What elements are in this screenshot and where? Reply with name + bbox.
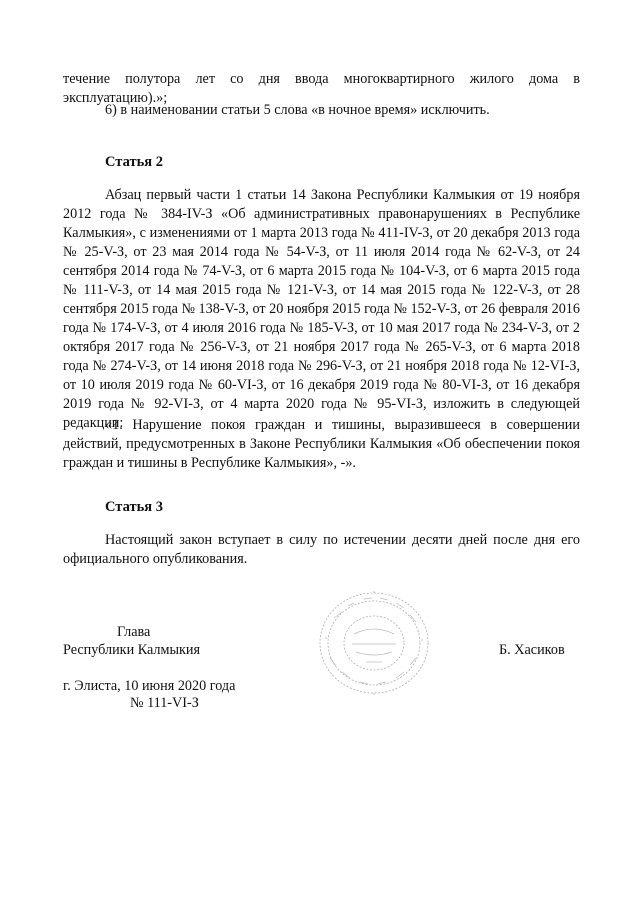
- law-number: № 111-VI-З: [130, 695, 199, 711]
- signatory-title-line2: Республики Калмыкия: [63, 642, 201, 658]
- official-seal-stamp: [314, 588, 434, 698]
- paragraph-item-6: 6) в наименовании статьи 5 слова «в ночное время» исключить.: [105, 102, 490, 118]
- article-2-heading: Статья 2: [105, 154, 163, 170]
- article-2-quote: «1. Нарушение покоя граждан и тишины, выразившееся в совершении действий, предусмотренных в Законе Республики Калмыкия «Об обеспечении покоя граждан и тишины в Республике Калмыкия», -».: [63, 417, 580, 471]
- paragraph-continuation: течение полутора лет со дня ввода многоквартирного жилого дома в эксплуатацию).»;: [63, 71, 580, 106]
- article-3-heading: Статья 3: [105, 499, 163, 515]
- place-date: г. Элиста, 10 июня 2020 года: [63, 678, 236, 694]
- article-2-body: Абзац первый части 1 статьи 14 Закона Республики Калмыкия от 19 ноября 2012 года № 384-IV-З «Об административных правонарушениях в Республике Калмыкия», с изменениями от 1 марта 2013 года № 411-IV-З, от 20 декабря 2013 года № 25-V-З, от 23 мая 2014 года № 54-V-З, от 11 июля 2014 года № 62-V-З, от 24 сентября 2014 года № 74-V-З, от 6 марта 2015 года № 104-V-З, от 6 марта 2015 года № 111-V-З, от 14 мая 2015 года № 121-V-З, от 14 мая 2015 года № 122-V-З, от 28 сентября 2015 года № 138-V-З, от 20 ноября 2015 года № 152-V-З, от 26 февраля 2016 года № 174-V-З, от 4 июля 2016 года № 185-V-З, от 10 мая 2017 года № 234-V-З, от 2 октября 2017 года № 256-V-З, от 21 ноября 2017 года № 265-V-З, от 6 марта 2018 года № 274-V-З, от 14 июня 2018 года № 296-V-З, от 21 ноября 2018 года № 12-VI-З, от 10 июля 2019 года № 60-VI-З, от 16 декабря 2019 года № 80-VI-З, от 16 декабря 2019 года № 92-VI-З, от 4 марта 2020 года № 95-VI-З, изложить в следующей редакции:: [63, 187, 580, 431]
- signatory-name: Б. Хасиков: [499, 642, 565, 658]
- article-3-body: Настоящий закон вступает в силу по истечении десяти дней после дня его официального опубликования.: [63, 532, 580, 567]
- signatory-title-line1: Глава: [117, 624, 151, 640]
